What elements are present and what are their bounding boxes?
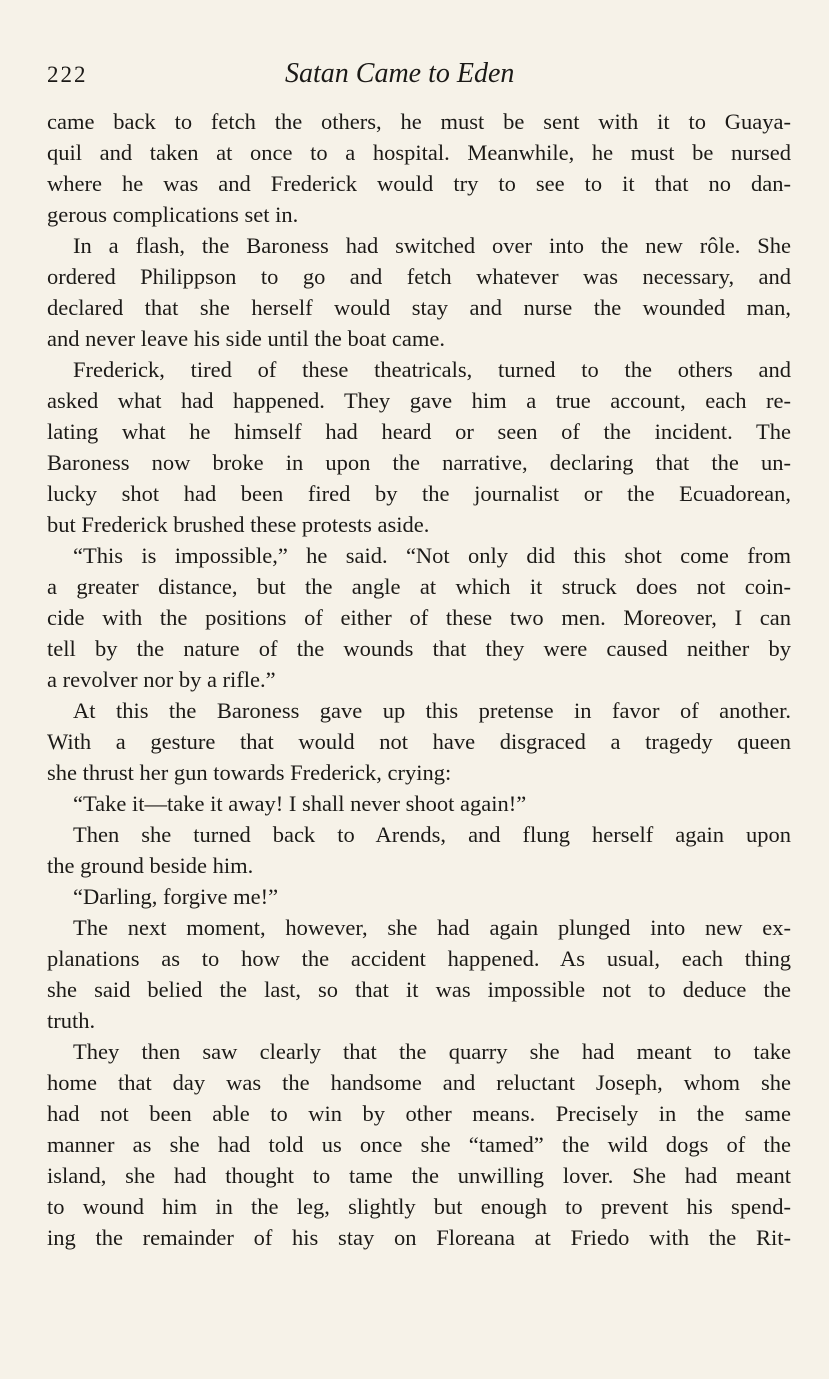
text-line: lucky shot had been fired by the journalist or the Ecuadorean, bbox=[47, 481, 791, 506]
text-line: quil and taken at once to a hospital. Meanwhile, he must be nursed bbox=[47, 140, 791, 165]
text-line: With a gesture that would not have disgraced a tragedy queen bbox=[47, 729, 791, 754]
text-line: a revolver nor by a rifle.” bbox=[47, 667, 276, 692]
text-line: At this the Baroness gave up this pretense in favor of another. bbox=[73, 698, 791, 723]
text-line: came back to fetch the others, he must be sent with it to Guaya- bbox=[47, 109, 791, 134]
text-line: a greater distance, but the angle at which it struck does not coin- bbox=[47, 574, 791, 599]
text-line: she said belied the last, so that it was impossible not to deduce the bbox=[47, 977, 791, 1002]
text-line: to wound him in the leg, slightly but enough to prevent his spend- bbox=[47, 1194, 791, 1219]
text-line: truth. bbox=[47, 1008, 96, 1033]
text-line: gerous complications set in. bbox=[47, 202, 299, 227]
text-line: lating what he himself had heard or seen of the incident. The bbox=[47, 419, 791, 444]
text-line: “Darling, forgive me!” bbox=[73, 884, 279, 909]
text-line: but Frederick brushed these protests aside. bbox=[47, 512, 430, 537]
text-line: ing the remainder of his stay on Floreana at Friedo with the Rit- bbox=[47, 1225, 791, 1250]
text-line: Baroness now broke in upon the narrative, declaring that the un- bbox=[47, 450, 791, 475]
text-line: The next moment, however, she had again plunged into new ex- bbox=[73, 915, 791, 940]
running-title: Satan Came to Eden bbox=[285, 58, 515, 89]
text-line: where he was and Frederick would try to see to it that no dan- bbox=[47, 171, 791, 196]
page-number: 222 bbox=[47, 62, 88, 87]
text-line: cide with the positions of either of these two men. Moreover, I can bbox=[47, 605, 791, 630]
text-line: declared that she herself would stay and nurse the wounded man, bbox=[47, 295, 791, 320]
text-line: tell by the nature of the wounds that they were caused neither by bbox=[47, 636, 791, 661]
text-line: she thrust her gun towards Frederick, crying: bbox=[47, 760, 452, 785]
body-text bbox=[47, 106, 791, 1253]
text-line: Then she turned back to Arends, and flung herself again upon bbox=[73, 822, 791, 847]
text-line: and never leave his side until the boat came. bbox=[47, 326, 445, 351]
text-line: “Take it—take it away! I shall never shoot again!” bbox=[73, 791, 527, 816]
running-head bbox=[47, 58, 791, 98]
text-line: island, she had thought to tame the unwilling lover. She had meant bbox=[47, 1163, 791, 1188]
text-line: asked what had happened. They gave him a true account, each re- bbox=[47, 388, 791, 413]
text-line: In a flash, the Baroness had switched over into the new rôle. She bbox=[73, 233, 791, 258]
text-line: planations as to how the accident happened. As usual, each thing bbox=[47, 946, 791, 971]
text-line: Frederick, tired of these theatricals, turned to the others and bbox=[73, 357, 791, 382]
text-line: had not been able to win by other means. Precisely in the same bbox=[47, 1101, 791, 1126]
text-line: They then saw clearly that the quarry she had meant to take bbox=[73, 1039, 791, 1064]
text-line: ordered Philippson to go and fetch whatever was necessary, and bbox=[47, 264, 791, 289]
text-line: home that day was the handsome and reluctant Joseph, whom she bbox=[47, 1070, 791, 1095]
text-line: the ground beside him. bbox=[47, 853, 254, 878]
text-line: “This is impossible,” he said. “Not only did this shot come from bbox=[73, 543, 791, 568]
text-line: manner as she had told us once she “tamed” the wild dogs of the bbox=[47, 1132, 791, 1157]
